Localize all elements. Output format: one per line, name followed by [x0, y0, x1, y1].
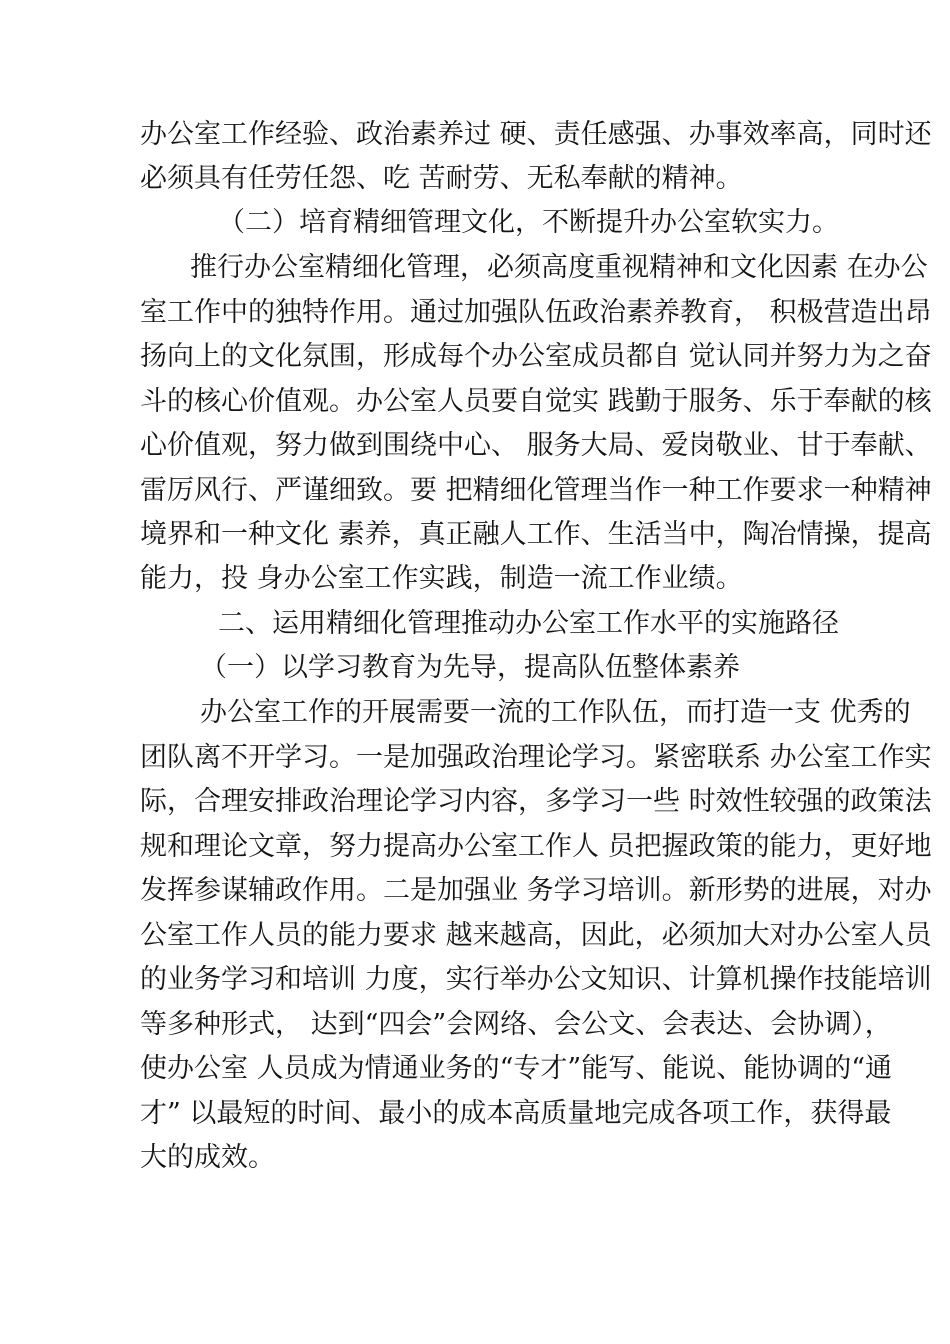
text-line: 境界和一种文化 素养，真正融人工作、生活当中，陶冶情操，提高 [140, 519, 932, 550]
text-line: 使办公室 人员成为情通业务的“专才”能写、能说、能协调的“通 [140, 1053, 892, 1084]
text-line: 才” 以最短的时间、最小的成本高质量地完成各项工作，获得最 [140, 1098, 892, 1129]
text-line: 推行办公室精细化管理，必须高度重视精神和文化因素 在办公 [190, 252, 928, 283]
text-line: 扬向上的文化氛围，形成每个办公室成员都自 觉认同并努力为之奋 [140, 341, 932, 372]
text-line: 公室工作人员的能力要求 越来越高，因此，必须加大对办公室人员 [140, 920, 932, 951]
section-heading: （二）培育精细管理文化，不断提升办公室软实力。 [218, 207, 839, 238]
text-line: 能力，投 身办公室工作实践，制造一流工作业绩。 [140, 563, 743, 594]
text-line: 必须具有任劳任怨、吃 苦耐劳、无私奉献的精神。 [140, 163, 743, 194]
section-heading: （一）以学习教育为先导，提高队伍整体素养 [200, 652, 740, 683]
text-line: 际，合理安排政治理论学习内容，多学习一些 时效性较强的政策法 [140, 786, 932, 817]
text-line: 团队离不开学习。一是加强政治理论学习。紧密联系 办公室工作实 [140, 742, 932, 773]
text-line: 大的成效。 [140, 1142, 275, 1173]
text-line: 的业务学习和培训 力度，实行举办公文知识、计算机操作技能培训 [140, 964, 932, 995]
text-line: 规和理论文章，努力提高办公室工作人 员把握政策的能力，更好地 [140, 831, 932, 862]
text-line: 雷厉风行、严谨细致。要 把精细化管理当作一种工作要求一种精神 [140, 475, 932, 506]
text-line: 室工作中的独特作用。通过加强队伍政治素养教育， 积极营造出昂 [140, 297, 932, 328]
text-line: 斗的核心价值观。办公室人员要自觉实 践勤于服务、乐于奉献的核 [140, 386, 932, 417]
text-line: 发挥参谋辅政作用。二是加强业 务学习培训。新形势的进展，对办 [140, 875, 932, 906]
text-line: 等多种形式， 达到“四会”会网络、会公文、会表达、会协调）， [140, 1009, 892, 1040]
text-line: 办公室工作的开展需要一流的工作队伍，而打造一支 优秀的 [200, 697, 911, 728]
text-line: 心价值观，努力做到围绕中心、 服务大局、爱岗敬业、甘于奉献、 [140, 430, 932, 461]
text-line: 办公室工作经验、政治素养过 硬、责任感强、办事效率高，同时还 [140, 119, 932, 150]
section-heading: 二、运用精细化管理推动办公室工作水平的实施路径 [218, 608, 839, 639]
